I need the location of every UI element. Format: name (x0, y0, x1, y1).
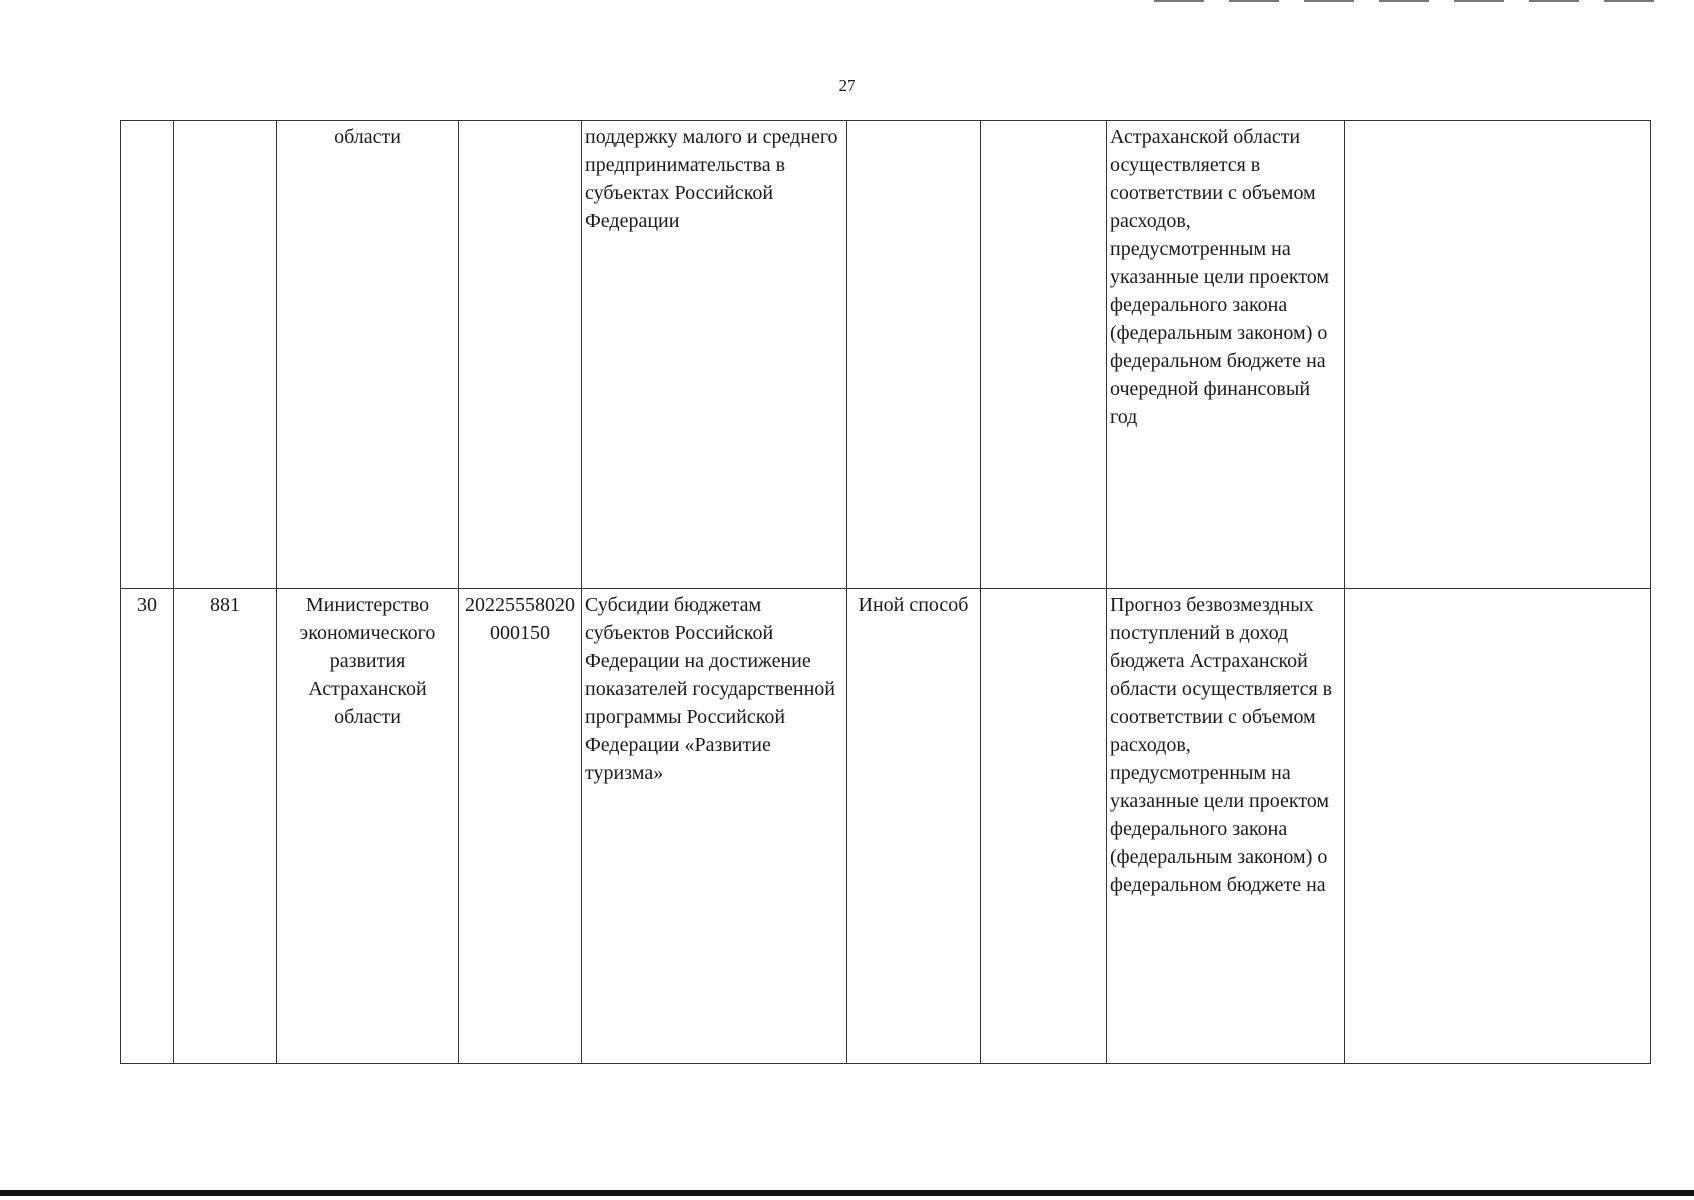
cell-admin-code: 881 (174, 589, 277, 1064)
cell-empty (981, 589, 1107, 1064)
scan-bottom-edge (0, 1190, 1694, 1196)
scan-dash (1379, 0, 1429, 2)
cell-budget-code: 20225558020000150 (459, 589, 582, 1064)
cell-row-number (121, 121, 174, 589)
scan-artifact-dashes (1154, 0, 1694, 3)
cell-last (1345, 121, 1651, 589)
scan-dash (1154, 0, 1204, 2)
cell-revenue-name: поддержку малого и среднего предпринимательства в субъектах Российской Федерации (582, 121, 847, 589)
scan-dash (1229, 0, 1279, 2)
cell-revenue-name: Субсидии бюджетам субъектов Российской Федерации на достижение показателей государственной программы Российской Федерации «Развитие туризма» (582, 589, 847, 1064)
cell-row-number: 30 (121, 589, 174, 1064)
cell-last (1345, 589, 1651, 1064)
cell-admin-code (174, 121, 277, 589)
cell-administrator: области (277, 121, 459, 589)
table-row (121, 589, 1651, 1064)
table-row (121, 121, 1651, 589)
revenue-forecast-table (120, 120, 1651, 1064)
cell-description: Прогноз безвозмездных поступлений в доход бюджета Астраханской области осуществляется в соответствии с объемом расходов, предусмотренным на указанные цели проектом федерального закона (федеральным законом) о федеральном бюджете на (1107, 589, 1345, 1064)
scan-dash (1454, 0, 1504, 2)
scan-dash (1604, 0, 1654, 2)
cell-budget-code (459, 121, 582, 589)
cell-forecast-method (847, 121, 981, 589)
cell-empty (981, 121, 1107, 589)
cell-forecast-method: Иной способ (847, 589, 981, 1064)
page-number: 27 (838, 76, 856, 95)
cell-administrator: Министерство экономического развития Астраханской области (277, 589, 459, 1064)
scan-dash (1304, 0, 1354, 2)
cell-description: Астраханской области осуществляется в соответствии с объемом расходов, предусмотренным на указанные цели проектом федерального закона (федеральным законом) о федеральном бюджете на очередной финансовый год (1107, 121, 1345, 589)
scan-dash (1529, 0, 1579, 2)
